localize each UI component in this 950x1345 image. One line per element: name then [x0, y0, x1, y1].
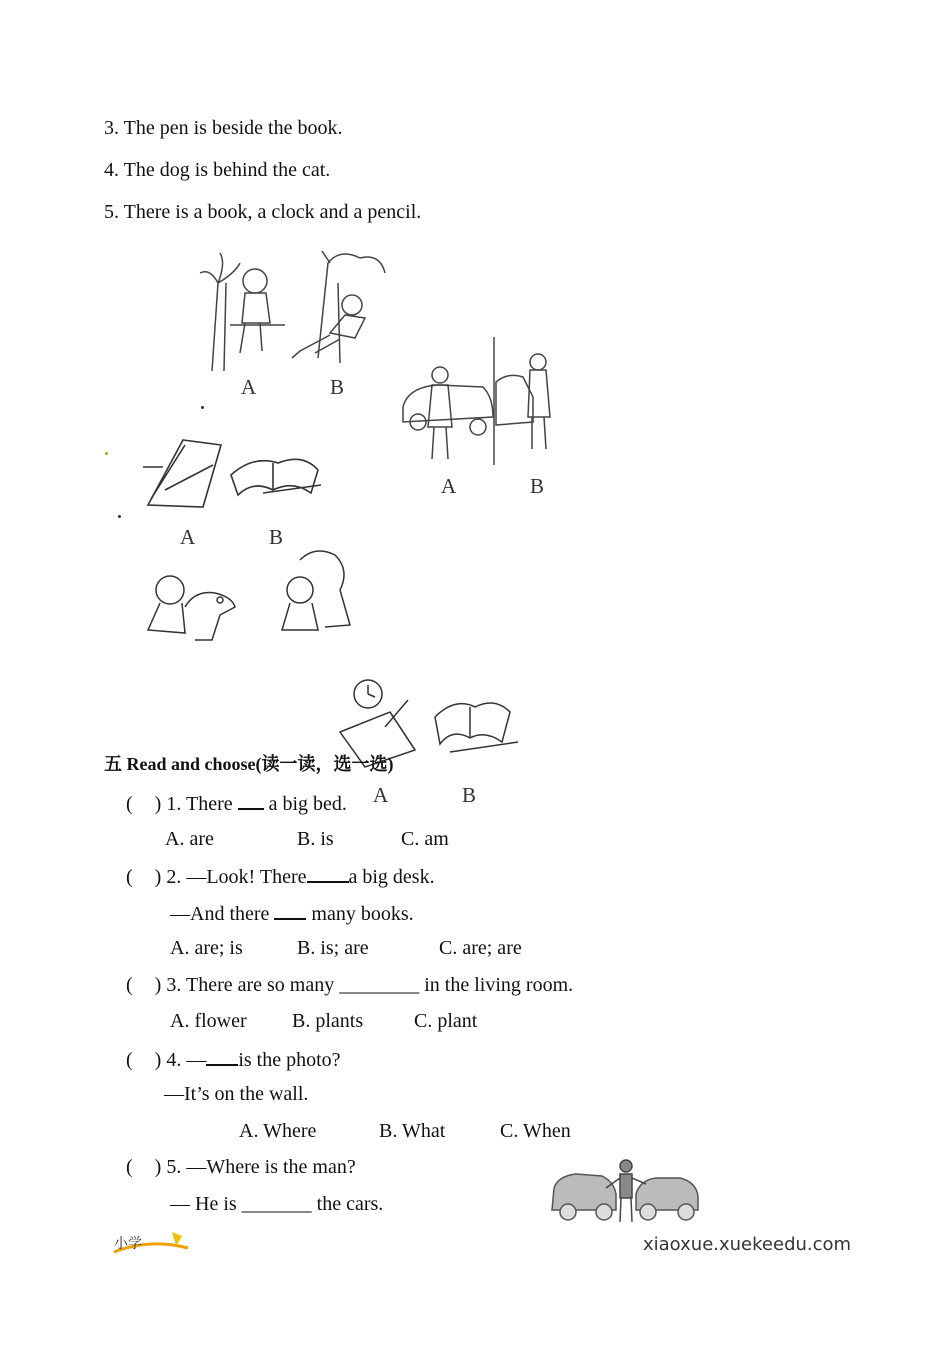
q3-option-b[interactable]: B. plants [292, 1010, 364, 1032]
q2-option-b[interactable]: B. is; are [297, 937, 369, 959]
man-car-illustration [398, 337, 558, 467]
sentence-5: 5. There is a book, a clock and a pencil. [104, 201, 422, 223]
answer-bracket[interactable]: ( [126, 974, 133, 996]
question-4: ( ) 4. — is the photo? [126, 1046, 341, 1072]
tree-people-illustration [190, 243, 390, 373]
pen-book-illustration [143, 435, 323, 510]
pic1-label-a: A [241, 375, 257, 399]
section-heading: 五 Read and choose(读一读，选一选) [104, 754, 394, 774]
q4-option-b[interactable]: B. What [379, 1120, 446, 1142]
pic1-label-b: B [330, 375, 345, 399]
footer-url[interactable]: xiaoxue.xuekeedu.com [643, 1234, 852, 1255]
q4-option-c[interactable]: C. When [500, 1120, 571, 1142]
question-5: ( ) 5. —Where is the man? [126, 1156, 356, 1178]
sentence-4: 4. The dog is behind the cat. [104, 159, 331, 181]
q3-option-c[interactable]: C. plant [414, 1010, 478, 1032]
question-2-line2: —And there many books. [170, 900, 414, 926]
q2-option-a[interactable]: A. are; is [170, 937, 243, 959]
logo-text: 小学 [114, 1236, 142, 1252]
pic5-label-b: B [462, 783, 477, 807]
sentence-3: 3. The pen is beside the book. [104, 117, 343, 139]
dot-mark [118, 515, 121, 518]
q1-option-b[interactable]: B. is [297, 828, 334, 850]
answer-bracket[interactable]: ( [126, 1049, 133, 1071]
footer-logo [110, 1228, 192, 1261]
pic2-label-b: B [530, 474, 545, 498]
logo-icon [110, 1228, 192, 1256]
dot-mark [105, 452, 108, 455]
q1-option-c[interactable]: C. am [401, 828, 449, 850]
q2-option-c[interactable]: C. are; are [439, 937, 522, 959]
question-5-line2: — He is _______ the cars. [170, 1193, 384, 1215]
man-between-cars-illustration [548, 1158, 703, 1224]
dog-cat-illustration [140, 545, 360, 660]
question-1: ( ) 1. There a big bed. [126, 790, 347, 816]
blank [206, 1046, 238, 1066]
question-4-line2: —It’s on the wall. [164, 1083, 309, 1105]
answer-bracket[interactable]: ( [126, 1156, 133, 1178]
pic5-label-a: A [373, 783, 389, 807]
question-3: ( ) 3. There are so many ________ in the living room. [126, 974, 574, 996]
q3-option-a[interactable]: A. flower [170, 1010, 247, 1032]
q4-option-a[interactable]: A. Where [239, 1120, 317, 1142]
dot-mark [201, 406, 204, 409]
pic3-label-a: A [180, 525, 196, 549]
blank [238, 790, 264, 810]
pic3-label-b: B [269, 525, 284, 549]
answer-bracket[interactable]: ( [126, 866, 133, 888]
pic2-label-a: A [441, 474, 457, 498]
answer-bracket[interactable]: ( [126, 793, 133, 815]
q1-option-a[interactable]: A. are [165, 828, 214, 850]
blank [274, 900, 306, 920]
question-2: ( ) 2. —Look! There a big desk. [126, 863, 435, 889]
blank [307, 863, 349, 883]
